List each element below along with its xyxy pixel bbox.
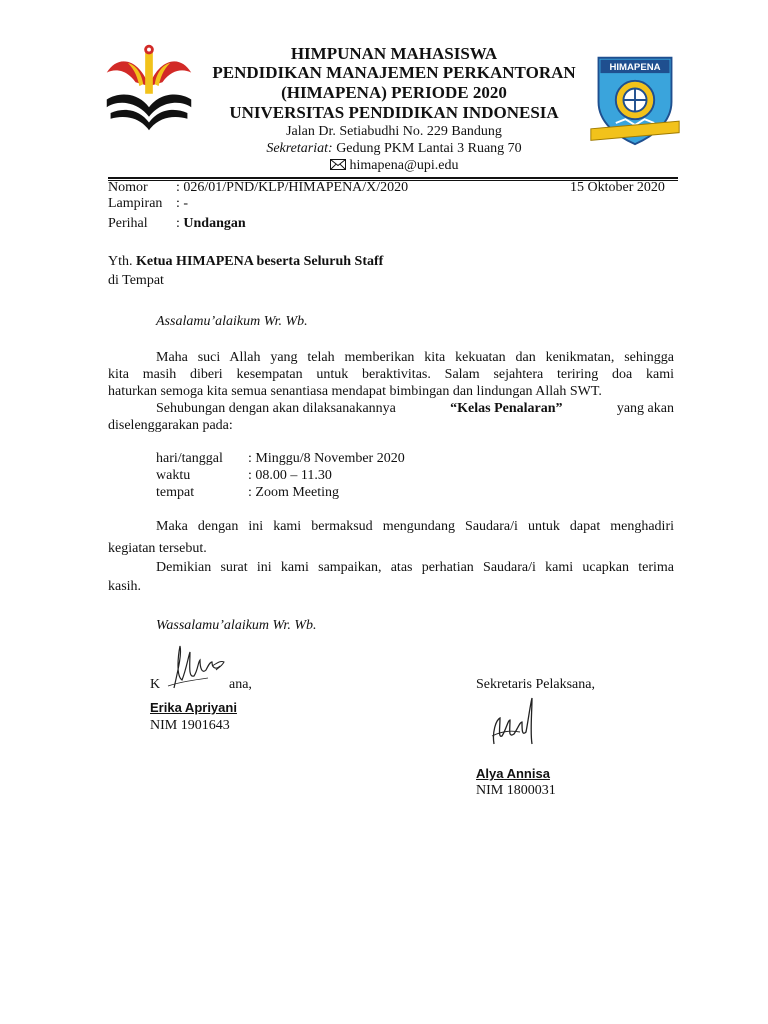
address-line: Jalan Dr. Setiabudhi No. 229 Bandung — [286, 124, 502, 139]
email-line — [195, 157, 593, 174]
perihal-colon: : — [176, 216, 184, 231]
paragraph-2-line-1 — [156, 400, 674, 417]
university-name: UNIVERSITAS PENDIDIKAN INDONESIA — [229, 103, 559, 122]
paragraph-4-line-2: kasih. — [108, 579, 142, 594]
left-signer-name: Erika Apriyani — [150, 700, 237, 715]
org-name-line-2: PENDIDIKAN MANAJEMEN PERKANTORAN — [212, 63, 576, 82]
lampiran-value: : - — [176, 196, 189, 211]
perihal-label: Perihal — [108, 216, 148, 231]
paragraph-2-line-2: diselenggarakan pada: — [108, 418, 233, 433]
paragraph-1-line-2: kita masih diberi kesempatan untuk beraktivitas. Salam sejahtera teriring doa kami — [108, 367, 674, 382]
right-signature-icon — [486, 692, 546, 754]
nomor-label: Nomor — [108, 180, 148, 195]
upi-logo-icon — [101, 40, 197, 136]
paragraph-2-intro: Sehubungan dengan akan dilaksanakannya — [156, 401, 396, 416]
perihal-line — [176, 215, 246, 232]
recipient-name: Ketua HIMAPENA beserta Seluruh Staff — [136, 254, 384, 269]
himapena-shield-icon — [587, 52, 683, 148]
org-name-line-1: HIMPUNAN MAHASISWA — [290, 44, 498, 63]
recipient-place: di Tempat — [108, 273, 164, 288]
lampiran-label: Lampiran — [108, 196, 163, 211]
detail-time-value: : 08.00 – 11.30 — [248, 468, 332, 483]
right-signer-name: Alya Annisa — [476, 766, 550, 781]
right-signer-title: Sekretaris Pelaksana, — [476, 677, 595, 692]
secretariat-label: Sekretariat: — [266, 141, 333, 156]
nomor-value: : 026/01/PND/KLP/HIMAPENA/X/2020 — [176, 180, 409, 195]
detail-place-value: : Zoom Meeting — [248, 485, 339, 500]
recipient-prefix: Yth. — [108, 254, 136, 269]
paragraph-4-line-1: Demikian surat ini kami sampaikan, atas perhatian Saudara/i kami ucapkan terima — [156, 560, 674, 575]
paragraph-3-line-1: Maka dengan ini kami bermaksud mengundang Saudara/i untuk dapat menghadiri — [156, 519, 674, 534]
greeting: Assalamu’alaikum Wr. Wb. — [156, 314, 308, 329]
himapena-logo-text: HIMAPENA — [609, 62, 661, 74]
left-signature-icon — [160, 640, 230, 695]
closing-greeting: Wassalamu’alaikum Wr. Wb. — [156, 618, 317, 633]
envelope-icon — [330, 159, 346, 170]
org-period: (HIMAPENA) PERIODE 2020 — [281, 83, 507, 102]
left-signer-title-start: K — [150, 677, 161, 692]
paragraph-1-line-3: haturkan semoga kita semua senantiasa mendapat bimbingan dan lindungan Allah SWT. — [108, 384, 602, 399]
recipient-line — [108, 253, 383, 270]
paragraph-2-tail: yang akan — [616, 401, 674, 416]
detail-place-label: tempat — [156, 485, 195, 500]
paragraph-1-line-1: Maha suci Allah yang telah memberikan kita kekuatan dan kenikmatan, sehingga — [156, 350, 674, 365]
right-signer-nim: NIM 1800031 — [476, 783, 556, 798]
event-name: “Kelas Penalaran” — [450, 401, 563, 416]
perihal-value: Undangan — [183, 216, 246, 231]
letter-date: 15 Oktober 2020 — [570, 180, 665, 195]
left-signer-title-end: ana, — [229, 677, 252, 692]
detail-time-label: waktu — [156, 468, 191, 483]
detail-date-value: : Minggu/8 November 2020 — [248, 451, 405, 466]
left-signer-nim: NIM 1901643 — [150, 718, 230, 733]
paragraph-3-line-2: kegiatan tersebut. — [108, 541, 207, 556]
secretariat-line — [195, 140, 593, 157]
email-address: himapena@upi.edu — [349, 158, 459, 173]
secretariat-value: Gedung PKM Lantai 3 Ruang 70 — [332, 141, 522, 156]
detail-date-label: hari/tanggal — [156, 451, 223, 466]
